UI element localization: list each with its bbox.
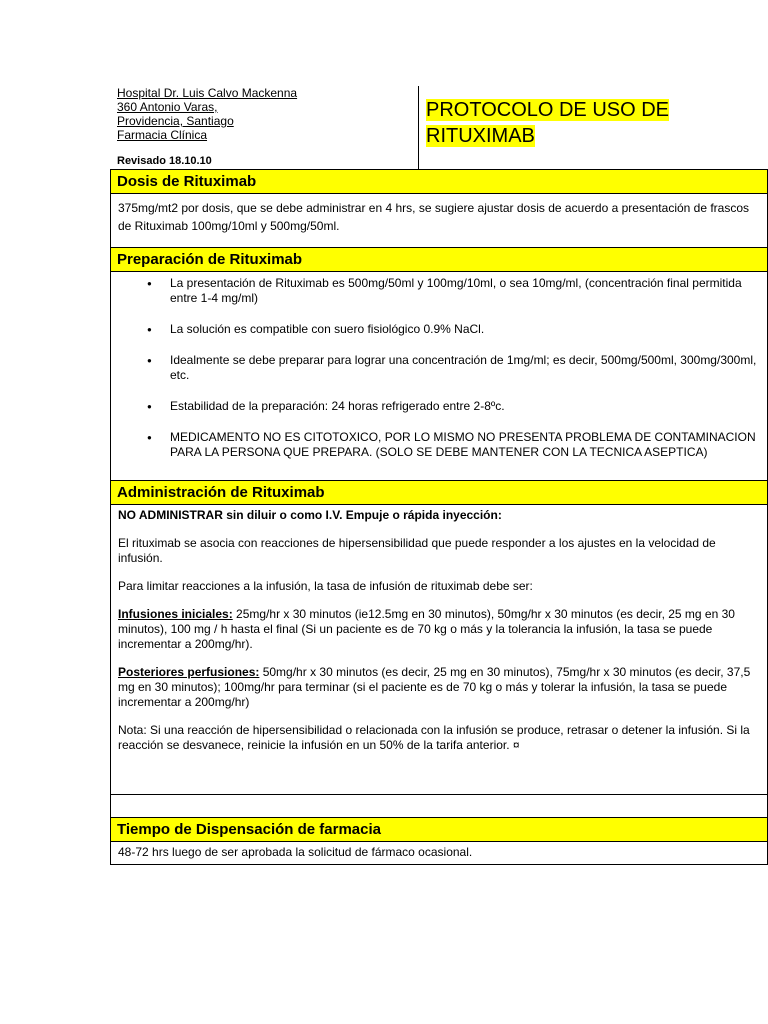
section-dosis xyxy=(111,170,767,248)
institution-line: Providencia, Santiago xyxy=(117,114,234,128)
list-item: ● MEDICAMENTO NO ES CITOTOXICO, POR LO MISMO NO PRESENTA PROBLEMA DE CONTAMINACION PARA LA PERSONA QUE PREPARA. (SOLO SE DEBE MANTENER CON LA TECNICA ASEPTICA) xyxy=(118,430,760,460)
later-infusions-text: 50mg/hr x 30 minutos (es decir, 25 mg en 30 minutos), 75mg/hr x 30 minutos (es decir, 37,5 mg en 30 minutos); 100mg/hr para terminar (si el paciente es de 70 kg o más y tolerar la infusión, la tasa se puede incrementar a 200mg/hr) xyxy=(118,665,751,709)
list-item: ● Idealmente se debe preparar para lograr una concentración de 1mg/ml; es decir, 500mg/500ml, 300mg/300ml, etc. xyxy=(118,353,760,383)
later-infusions-paragraph xyxy=(118,665,760,710)
document-title xyxy=(426,97,669,149)
section-heading: Administración de Rituximab xyxy=(111,481,767,505)
dispensacion-text: 48-72 hrs luego de ser aprobada la solicitud de fármaco ocasional. xyxy=(118,845,473,859)
institution-block xyxy=(117,86,297,168)
initial-infusions-label: Infusiones iniciales: xyxy=(118,607,233,621)
institution-line: 360 Antonio Varas, xyxy=(117,100,218,114)
list-item: ● La solución es compatible con suero fisiológico 0.9% NaCl. xyxy=(118,322,760,337)
empty-row xyxy=(111,795,767,818)
section-dispensacion xyxy=(111,818,767,864)
list-item: ● Estabilidad de la preparación: 24 horas refrigerado entre 2-8ºc. xyxy=(118,399,760,414)
institution-line: Farmacia Clínica xyxy=(117,128,208,142)
revised-date: Revisado 18.10.10 xyxy=(117,155,212,167)
institution-line: Hospital Dr. Luis Calvo Mackenna xyxy=(117,86,298,100)
section-preparacion xyxy=(111,248,767,481)
later-infusions-label: Posteriores perfusiones: xyxy=(118,665,260,679)
title-line-1: PROTOCOLO DE USO DE xyxy=(426,99,670,121)
preparation-list xyxy=(118,276,760,460)
section-heading: Preparación de Rituximab xyxy=(111,248,767,272)
section-administracion xyxy=(111,481,767,795)
title-line-2: RITUXIMAB xyxy=(426,125,535,147)
dosis-text: 375mg/mt2 por dosis, que se debe administrar en 4 hrs, se sugiere ajustar dosis de acuerdo a presentación de frascos de Rituximab 100mg/10ml y 500mg/50ml. xyxy=(118,201,750,233)
paragraph: Para limitar reacciones a la infusión, la tasa de infusión de rituximab debe ser: xyxy=(118,579,533,593)
initial-infusions-paragraph xyxy=(118,607,760,652)
protocol-table xyxy=(110,169,768,865)
header-divider xyxy=(418,86,419,170)
note-paragraph: Nota: Si una reacción de hipersensibilidad o relacionada con la infusión se produce, retrasar o detener la infusión. Si la reacción se desvanece, reinicie la infusión en un 50% de la tarifa anterior. ¤ xyxy=(118,723,750,752)
warning-text: NO ADMINISTRAR sin diluir o como I.V. Empuje o rápida inyección: xyxy=(118,508,502,522)
list-item: ● La presentación de Rituximab es 500mg/50ml y 100mg/10ml, o sea 10mg/ml, (concentración final permitida entre 1-4 mg/ml) xyxy=(118,276,760,306)
paragraph: El rituximab se asocia con reacciones de hipersensibilidad que puede responder a los ajustes en la velocidad de infusión. xyxy=(118,536,716,565)
section-heading: Tiempo de Dispensación de farmacia xyxy=(111,818,767,842)
section-heading: Dosis de Rituximab xyxy=(111,170,767,194)
initial-infusions-text: 25mg/hr x 30 minutos (ie12.5mg en 30 minutos), 50mg/hr x 30 minutos (es decir, 25 mg en 30 minutos), 100 mg / h hasta el final (Si un paciente es de 70 kg o más y la tolerancia la infusión, la tasa se puede incrementar a 200mg/hr). xyxy=(118,607,735,651)
